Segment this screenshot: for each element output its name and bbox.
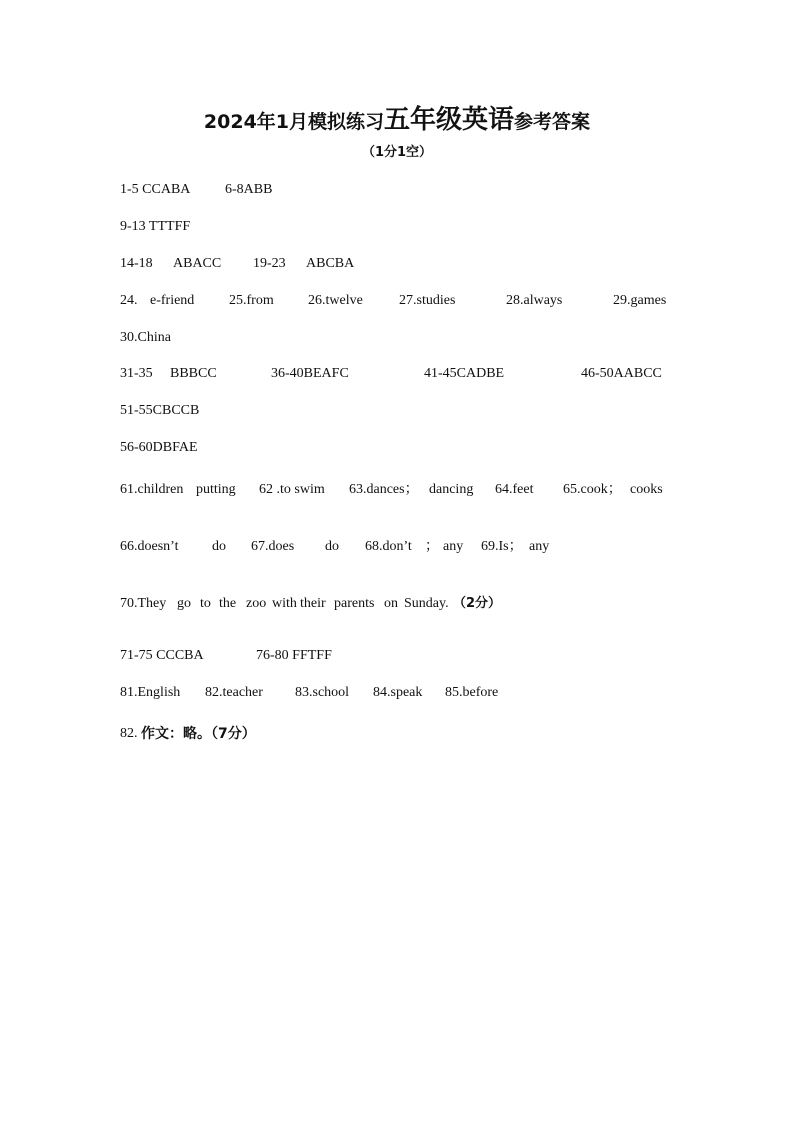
answer-68-sep: ； (425, 539, 439, 554)
answer-19-23-number: 19-23 (253, 256, 286, 271)
answer-65-b: cooks (630, 482, 663, 497)
answer-27: 27.studies (399, 293, 456, 308)
answer-70-word-9: on (384, 596, 398, 611)
title-main: 五年级英语 (384, 105, 515, 135)
answer-61-b: putting (196, 482, 236, 497)
answer-70-word-1: 70.They (120, 596, 167, 611)
answer-76-80: 76-80 FFTFF (256, 648, 332, 663)
answer-70-score: （2分） (453, 596, 502, 611)
answer-51-55: 51-55CBCCB (120, 403, 200, 418)
scoring-note: （1分1空） (361, 145, 433, 160)
answer-14-18: ABACC (173, 256, 222, 271)
answer-24: e-friend (150, 293, 195, 308)
answer-14-18-number: 14-18 (120, 256, 153, 271)
composition-number: 82. (120, 726, 138, 741)
answer-68-a: 68.don’t (365, 539, 412, 554)
title-suffix: 参考答案 (514, 111, 591, 133)
answer-84: 84.speak (373, 685, 423, 700)
answer-36-40: 36-40BEAFC (271, 366, 349, 381)
answer-66-b: do (212, 539, 226, 554)
answer-70-word-6: with (272, 596, 297, 611)
composition-note: 作文：略。（7分） (141, 726, 256, 742)
answer-67-b: do (325, 539, 339, 554)
answer-62: 62 .to swim (259, 482, 325, 497)
answer-24-number: 24. (120, 293, 138, 308)
answer-26: 26.twelve (308, 293, 363, 308)
answer-70-word-5: zoo (246, 596, 267, 611)
answer-25: 25.from (229, 293, 274, 308)
title-prefix: 2024年1月模拟练习 (203, 111, 385, 133)
page-title (0, 104, 794, 139)
answer-85: 85.before (445, 685, 499, 700)
answer-69-b: any (529, 539, 550, 554)
answer-70-word-7: their (300, 596, 326, 611)
answer-30: 30.China (120, 330, 171, 345)
answer-69-a: 69.Is； (481, 539, 523, 554)
answer-68-b: any (443, 539, 464, 554)
answer-65-a: 65.cook； (563, 482, 622, 497)
answer-67-a: 67.does (251, 539, 295, 554)
answer-71-75: 71-75 CCCBA (120, 648, 204, 663)
answer-28: 28.always (506, 293, 563, 308)
answer-70-word-10: Sunday. (404, 596, 449, 611)
answer-46-50: 46-50AABCC (581, 366, 662, 381)
answer-6-8: 6-8ABB (225, 182, 273, 197)
answer-56-60: 56-60DBFAE (120, 440, 198, 455)
answer-66-a: 66.doesn’t (120, 539, 179, 554)
answer-63-b: dancing (429, 482, 474, 497)
answer-83: 83.school (295, 685, 350, 700)
answer-70-word-2: go (177, 596, 191, 611)
answer-64: 64.feet (495, 482, 534, 497)
answer-31-35-number: 31-35 (120, 366, 153, 381)
answer-9-13: 9-13 TTTFF (120, 219, 191, 234)
answer-31-35: BBBCC (170, 366, 217, 381)
answer-1-5: 1-5 CCABA (120, 182, 191, 197)
answer-81: 81.English (120, 685, 181, 700)
answer-70-word-8: parents (334, 596, 375, 611)
answer-63-a: 63.dances； (349, 482, 419, 497)
answer-82: 82.teacher (205, 685, 263, 700)
answer-61-a: 61.children (120, 482, 184, 497)
answer-19-23: ABCBA (306, 256, 355, 271)
answer-70-word-4: the (219, 596, 237, 611)
answer-70-word-3: to (200, 596, 211, 611)
answer-41-45: 41-45CADBE (424, 366, 505, 381)
answer-29: 29.games (613, 293, 667, 308)
